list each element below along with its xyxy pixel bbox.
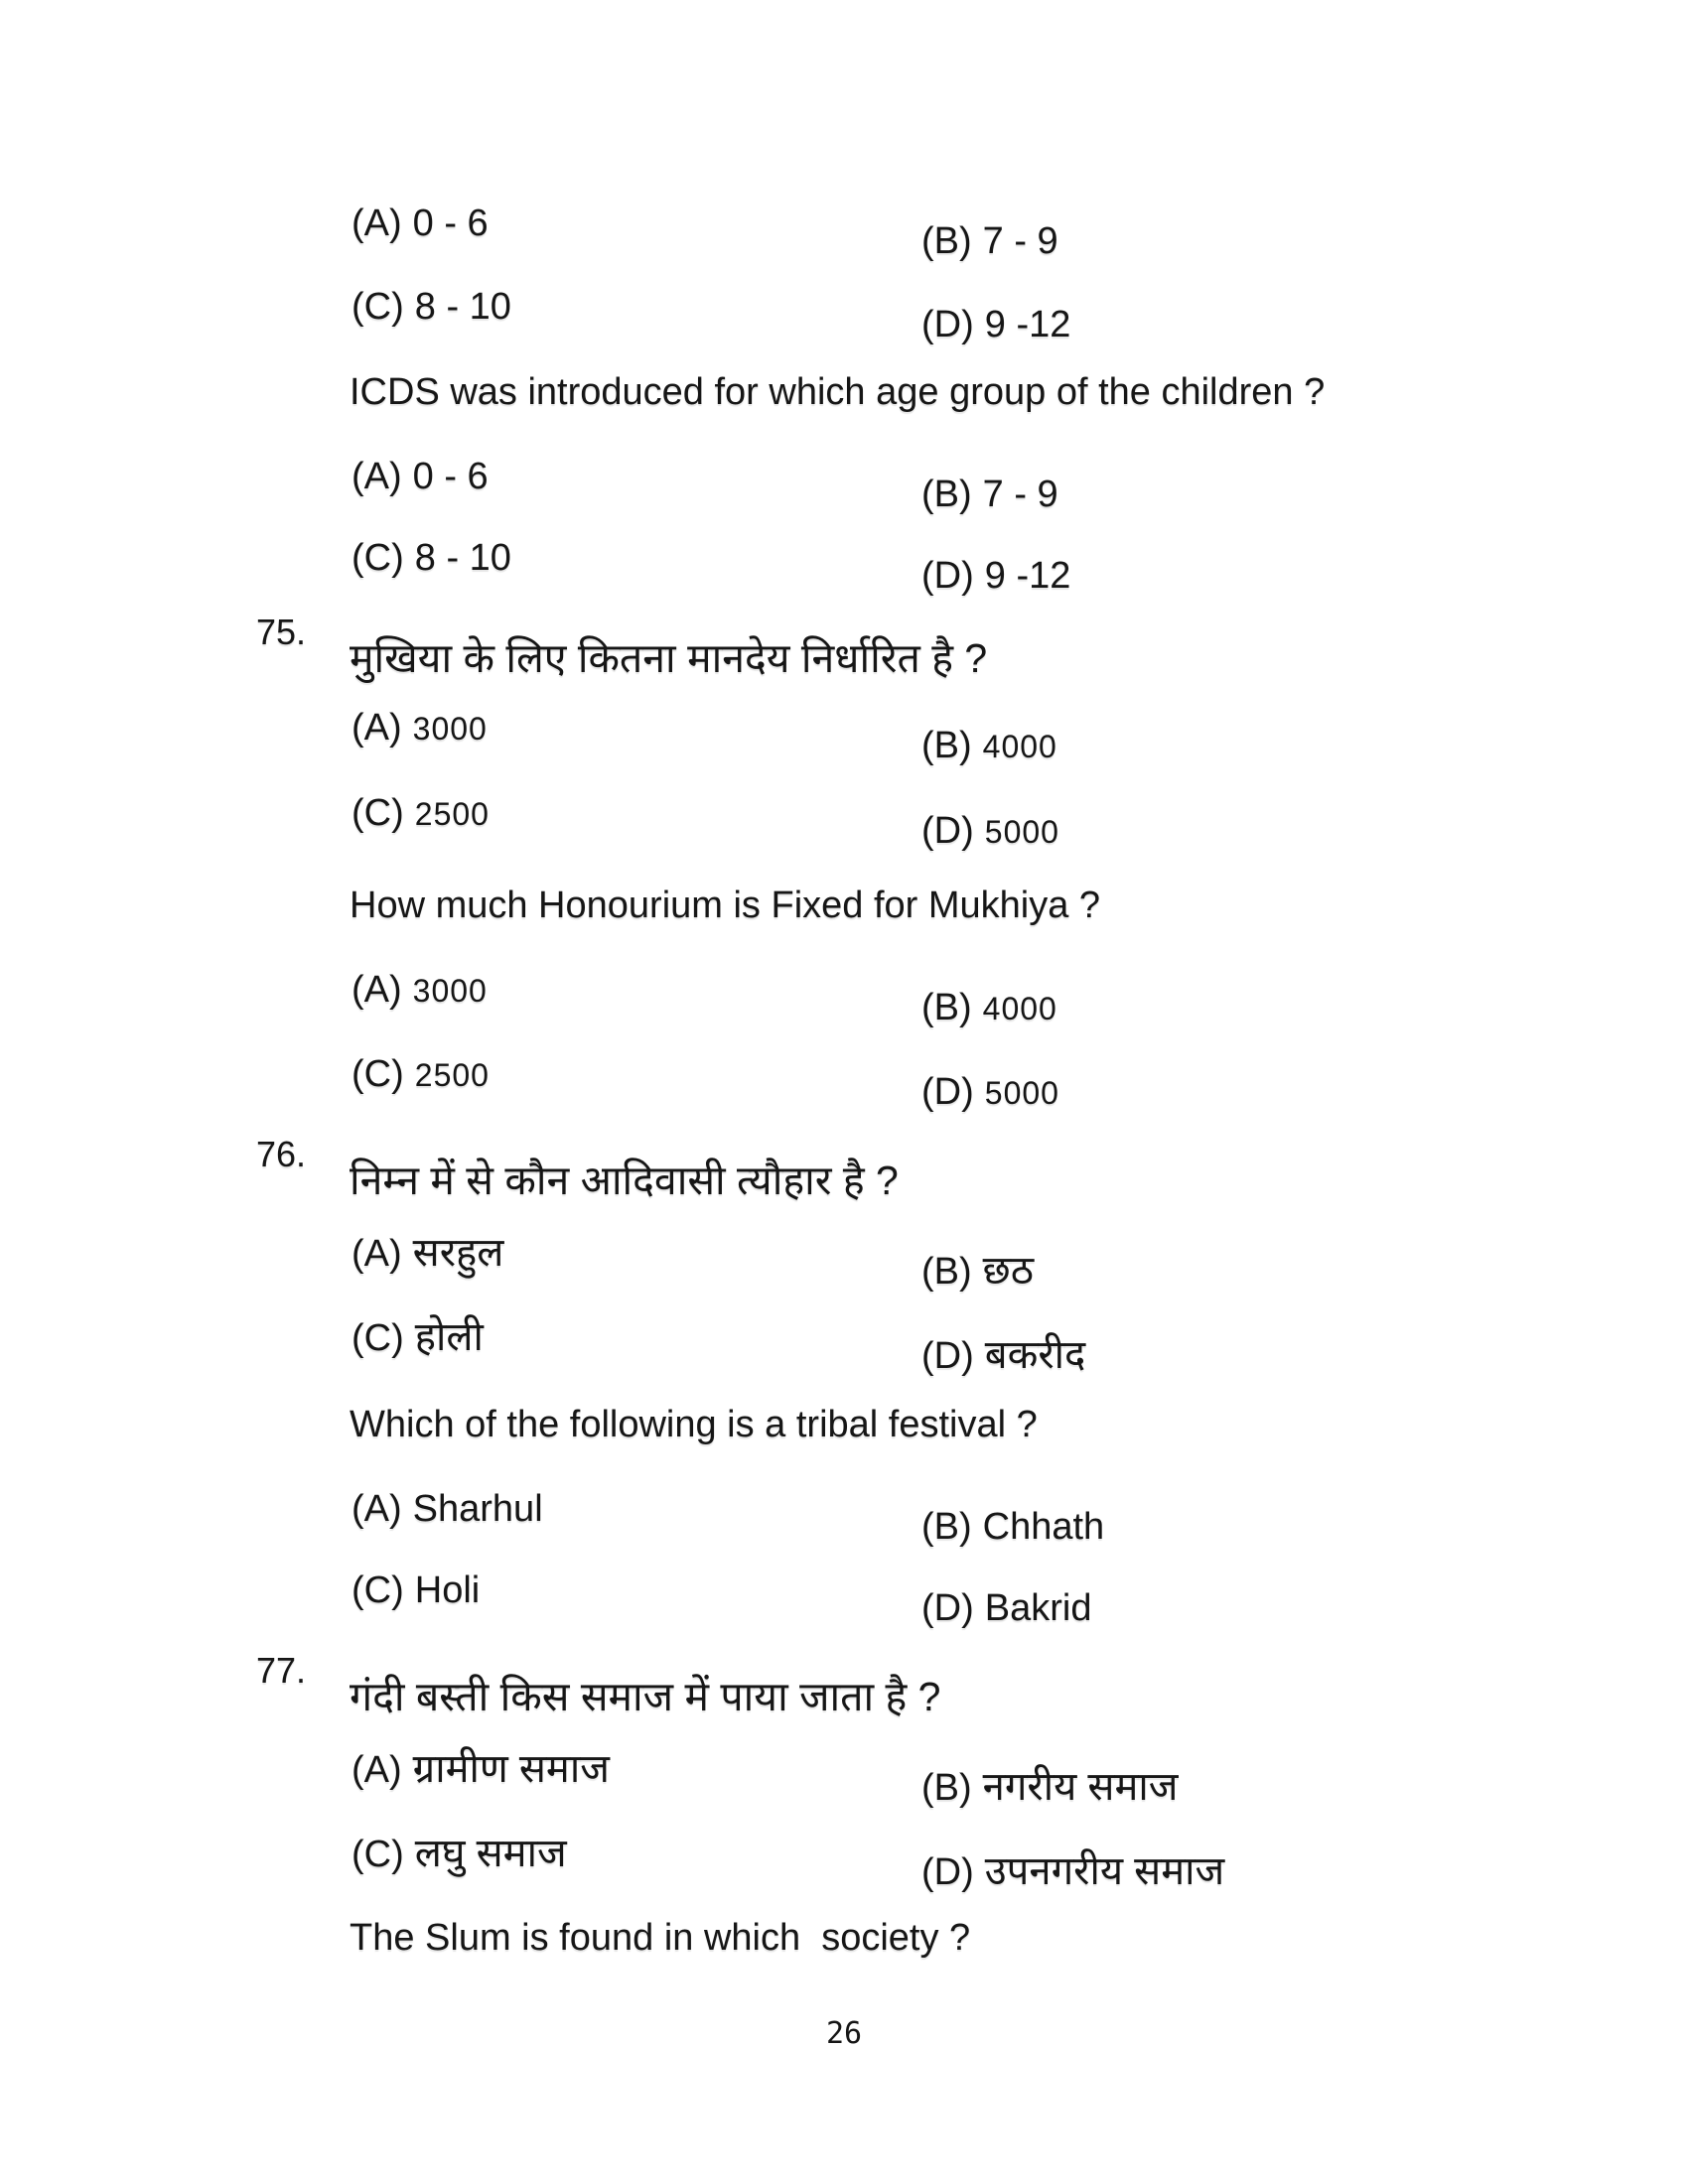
option-c bbox=[352, 1570, 480, 1612]
option-value: छठ bbox=[982, 1249, 1034, 1293]
options-row bbox=[0, 268, 1688, 345]
option-value: 5000 bbox=[984, 814, 1059, 850]
options-row bbox=[0, 1290, 1688, 1377]
option-d bbox=[921, 1587, 1091, 1630]
option-value: 3000 bbox=[412, 711, 488, 747]
option-b bbox=[921, 1757, 1178, 1812]
option-label: (C) bbox=[352, 537, 404, 579]
option-value: होली bbox=[414, 1315, 484, 1359]
options-row bbox=[0, 1721, 1688, 1809]
option-a bbox=[352, 1739, 610, 1794]
question-text-hindi: निम्न में से कौन आदिवासी त्यौहार है ? bbox=[350, 1158, 899, 1203]
option-label: (D) bbox=[921, 1335, 974, 1377]
question-text-english: Which of the following is a tribal festival ? bbox=[350, 1404, 1038, 1445]
question-number: 76. bbox=[256, 1134, 307, 1174]
option-value: बकरीद bbox=[984, 1333, 1086, 1377]
option-label: (A) bbox=[352, 707, 402, 749]
option-label: (B) bbox=[921, 474, 972, 515]
option-a bbox=[352, 1223, 503, 1278]
options-row bbox=[0, 951, 1688, 1028]
option-c bbox=[352, 537, 511, 580]
question-row bbox=[0, 594, 1688, 681]
option-a bbox=[352, 707, 488, 750]
option-b bbox=[921, 1506, 1104, 1549]
page-number: 26 bbox=[825, 2016, 863, 2051]
option-label: (B) bbox=[921, 220, 972, 262]
option-label: (B) bbox=[921, 987, 972, 1028]
option-d bbox=[921, 810, 1059, 853]
question-row bbox=[0, 1116, 1688, 1203]
option-label: (D) bbox=[921, 1587, 974, 1629]
options-row bbox=[0, 519, 1688, 597]
option-a bbox=[352, 456, 489, 498]
option-label: (C) bbox=[352, 1570, 404, 1611]
option-value: सरहुल bbox=[412, 1231, 504, 1275]
option-b bbox=[921, 220, 1058, 263]
option-label: (C) bbox=[352, 1053, 404, 1095]
question-text-english: The Slum is found in which society ? bbox=[350, 1917, 971, 1959]
option-value: 9 -12 bbox=[984, 555, 1071, 597]
question-text-hindi: मुखिया के लिए कितना मानदेय निर्धारित है ? bbox=[350, 635, 988, 681]
option-a bbox=[352, 1488, 543, 1531]
options-row bbox=[0, 1035, 1688, 1113]
option-value: 0 - 6 bbox=[412, 203, 489, 244]
option-value: Sharhul bbox=[412, 1488, 543, 1530]
question-text-hindi: गंदी बस्ती किस समाज में पाया जाता है ? bbox=[350, 1674, 941, 1719]
options-row bbox=[0, 185, 1688, 262]
option-value: 2500 bbox=[414, 1057, 490, 1093]
option-value: Bakrid bbox=[984, 1587, 1092, 1629]
option-label: (A) bbox=[352, 456, 402, 497]
option-value: 8 - 10 bbox=[414, 286, 511, 328]
option-value: 9 -12 bbox=[984, 304, 1071, 345]
question-number: 77. bbox=[256, 1650, 307, 1691]
option-value: उपनगरीय समाज bbox=[984, 1849, 1225, 1893]
option-b bbox=[921, 725, 1057, 767]
question-text-english: How much Honourium is Fixed for Mukhiya ? bbox=[350, 885, 1101, 926]
option-b bbox=[921, 1241, 1034, 1296]
option-label: (A) bbox=[352, 203, 402, 244]
option-a bbox=[352, 969, 488, 1012]
option-label: (D) bbox=[921, 1851, 974, 1893]
options-row bbox=[0, 1205, 1688, 1293]
option-b bbox=[921, 987, 1057, 1029]
option-value: नगरीय समाज bbox=[982, 1765, 1179, 1809]
option-value: 8 - 10 bbox=[414, 537, 511, 579]
option-label: (B) bbox=[921, 1767, 972, 1809]
option-value: 0 - 6 bbox=[412, 456, 489, 497]
option-value: 2500 bbox=[414, 796, 490, 832]
option-label: (D) bbox=[921, 304, 974, 345]
question-row bbox=[0, 1632, 1688, 1719]
options-row bbox=[0, 1552, 1688, 1629]
option-c bbox=[352, 1053, 490, 1096]
options-row bbox=[0, 438, 1688, 515]
options-row bbox=[0, 1806, 1688, 1893]
option-d bbox=[921, 1325, 1085, 1380]
option-value: 4000 bbox=[982, 729, 1057, 764]
option-label: (D) bbox=[921, 810, 974, 852]
option-label: (B) bbox=[921, 725, 972, 766]
question-row bbox=[0, 1899, 1688, 1959]
option-label: (D) bbox=[921, 1071, 974, 1113]
option-value: 3000 bbox=[412, 973, 488, 1009]
option-label: (A) bbox=[352, 969, 402, 1011]
options-row bbox=[0, 689, 1688, 766]
question-row bbox=[0, 867, 1688, 926]
option-label: (D) bbox=[921, 555, 974, 597]
question-number: 75. bbox=[256, 612, 307, 652]
option-label: (C) bbox=[352, 792, 404, 834]
question-row bbox=[0, 353, 1688, 413]
option-label: (C) bbox=[352, 286, 404, 328]
option-label: (A) bbox=[352, 1233, 402, 1275]
option-c bbox=[352, 286, 511, 329]
option-d bbox=[921, 304, 1070, 346]
option-label: (C) bbox=[352, 1317, 404, 1359]
option-value: 7 - 9 bbox=[982, 220, 1058, 262]
option-c bbox=[352, 1824, 567, 1878]
option-value: लघु समाज bbox=[414, 1832, 567, 1875]
options-row bbox=[0, 1470, 1688, 1548]
question-row bbox=[0, 1386, 1688, 1445]
option-label: (C) bbox=[352, 1834, 404, 1875]
option-d bbox=[921, 1071, 1059, 1114]
option-label: (B) bbox=[921, 1251, 972, 1293]
option-value: 4000 bbox=[982, 991, 1057, 1026]
option-b bbox=[921, 474, 1058, 516]
question-text-english: ICDS was introduced for which age group of the children ? bbox=[350, 371, 1326, 413]
option-a bbox=[352, 203, 489, 245]
option-value: Chhath bbox=[982, 1506, 1105, 1548]
option-value: Holi bbox=[414, 1570, 481, 1611]
option-label: (A) bbox=[352, 1488, 402, 1530]
option-value: 7 - 9 bbox=[982, 474, 1058, 515]
option-d bbox=[921, 555, 1070, 598]
option-value: ग्रामीण समाज bbox=[412, 1747, 610, 1791]
option-c bbox=[352, 1307, 484, 1362]
option-c bbox=[352, 792, 490, 835]
option-label: (A) bbox=[352, 1749, 402, 1791]
option-label: (B) bbox=[921, 1506, 972, 1548]
option-value: 5000 bbox=[984, 1075, 1059, 1111]
options-row bbox=[0, 774, 1688, 852]
option-d bbox=[921, 1842, 1224, 1896]
